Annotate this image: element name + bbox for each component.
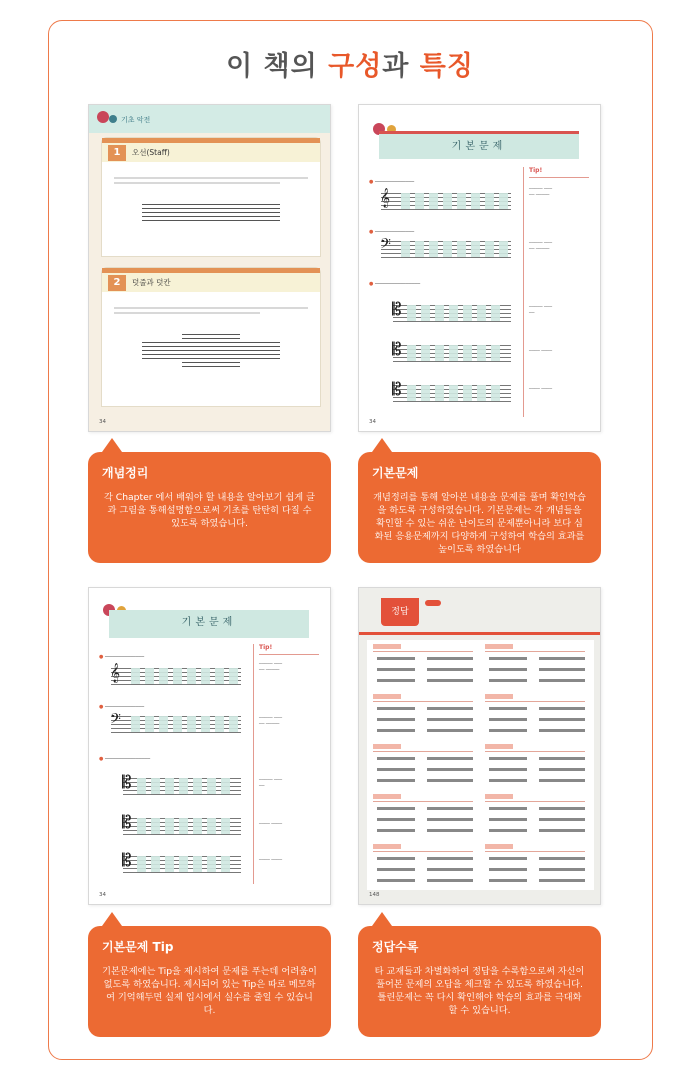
answer-staff-snippet	[377, 818, 415, 821]
answer-group-header	[373, 794, 401, 799]
answer-staff-snippet	[377, 857, 415, 860]
answers-header-bar	[359, 632, 600, 635]
text-line	[114, 182, 280, 184]
staff-line	[142, 358, 280, 359]
tip-note: ──── ────	[259, 858, 283, 863]
answer-group-divider	[485, 801, 585, 802]
concept-title: 덧줄과 덧칸	[132, 278, 171, 287]
bass-clef-icon: 𝄢	[380, 236, 391, 256]
page-number: 34	[99, 419, 106, 425]
answer-staff-snippet	[377, 757, 415, 760]
answer-row	[373, 728, 477, 734]
answer-row	[485, 878, 589, 884]
answers-content	[367, 640, 594, 890]
answer-row	[485, 667, 589, 673]
feature-heading: 기본문제	[372, 466, 419, 480]
ledger-line	[182, 362, 240, 363]
tip-heading: Tip!	[529, 167, 543, 174]
feature-description: 기본문제에는 Tip을 제시하여 문제를 푸는데 어려움이 없도록 하였습니다. 제시되어 있는 Tip은 따로 메모하여 기억해두면 실제 입시에서 실수를 줄일 수 있습니다.	[102, 966, 317, 1016]
exercise-staff	[380, 188, 511, 209]
tip-note: ──── ────	[529, 349, 553, 354]
answer-staff-snippet	[489, 757, 527, 760]
concept-page-thumbnail	[88, 104, 331, 432]
staff-line	[142, 350, 280, 351]
answer-staff-snippet	[427, 657, 473, 660]
answer-row	[485, 756, 589, 762]
exercise-tip-page-thumbnail	[88, 587, 331, 905]
answer-group-divider	[373, 701, 473, 702]
answer-group-divider	[485, 751, 585, 752]
answer-row	[485, 767, 589, 773]
answer-staff-snippet	[427, 679, 473, 682]
exercise-staff	[122, 851, 241, 872]
exercise-staff	[392, 380, 511, 401]
exercise-staff	[392, 340, 511, 361]
answer-row	[485, 717, 589, 723]
bass-clef-icon: 𝄢	[110, 711, 121, 731]
answer-row	[373, 828, 477, 834]
answer-group-header	[485, 694, 513, 699]
answer-row	[485, 817, 589, 823]
answer-staff-snippet	[377, 879, 415, 882]
answer-group-header	[485, 794, 513, 799]
alto-clef-icon: 𝄡	[392, 380, 402, 400]
tip-heading: Tip!	[259, 644, 273, 651]
page-number: 34	[369, 419, 376, 425]
tip-divider	[259, 654, 319, 655]
answer-staff-snippet	[489, 668, 527, 671]
answers-tab: 정답	[381, 598, 419, 626]
decoration-icon	[425, 600, 441, 606]
answer-staff-snippet	[377, 668, 415, 671]
concept-box-head	[102, 138, 320, 162]
question-text: ● ─────────────	[99, 654, 145, 660]
title-part3: 과	[382, 51, 420, 82]
answer-staff-snippet	[427, 818, 473, 821]
answer-row	[485, 867, 589, 873]
answer-staff-snippet	[427, 768, 473, 771]
answer-staff-snippet	[377, 829, 415, 832]
alto-clef-icon: 𝄡	[122, 851, 132, 871]
answer-group-header	[373, 644, 401, 649]
exercise-page-thumbnail	[358, 104, 601, 432]
answer-staff-snippet	[489, 807, 527, 810]
tip-note: ───── ─── ──	[259, 778, 283, 789]
feature-description: 개념정리를 통해 알아본 내용을 문제를 풀며 확인학습을 하도록 구성하였습니다. 기본문제는 각 개념들을 확인할 수 있는 쉬운 난이도의 문제뿐아니라 보다 심화된 응용문제까지 다양하게 구성하여 학습의 효과를 높이도록 하였습니다	[373, 492, 586, 555]
question-text: ● ─────────────	[369, 229, 415, 235]
tip-column-line	[523, 167, 524, 417]
answer-row	[373, 867, 477, 873]
answer-staff-snippet	[427, 718, 473, 721]
answer-row	[485, 856, 589, 862]
answer-staff-snippet	[377, 718, 415, 721]
answer-staff-snippet	[489, 707, 527, 710]
answer-group-header	[373, 744, 401, 749]
exercise-staff	[110, 663, 241, 684]
page-number: 148	[369, 892, 380, 898]
answer-staff-snippet	[489, 657, 527, 660]
answer-row	[485, 806, 589, 812]
answer-staff-snippet	[427, 829, 473, 832]
answer-row	[373, 806, 477, 812]
answers-page-thumbnail	[358, 587, 601, 905]
answer-staff-snippet	[489, 779, 527, 782]
title-part1: 이 책의	[226, 51, 329, 82]
answer-row	[373, 778, 477, 784]
answer-group-divider	[485, 851, 585, 852]
answer-staff-snippet	[489, 868, 527, 871]
question-text: ● ─────────────	[369, 179, 415, 185]
answer-staff-snippet	[427, 757, 473, 760]
tip-note: ───── ─── ──	[529, 305, 553, 316]
answer-staff-snippet	[489, 768, 527, 771]
concept-box-staff	[101, 137, 321, 257]
exercise-staff	[392, 300, 511, 321]
staff-line	[142, 220, 280, 221]
answer-staff-snippet	[539, 879, 585, 882]
answer-staff-snippet	[489, 879, 527, 882]
answer-staff-snippet	[539, 657, 585, 660]
answer-staff-snippet	[539, 718, 585, 721]
alto-clef-icon: 𝄡	[392, 340, 402, 360]
treble-clef-icon: 𝄞	[380, 188, 391, 208]
feature-description: 각 Chapter 에서 배워야 할 내용을 알아보기 쉽게 글과 그림을 통해설명함으로써 기초를 탄탄히 다질 수 있도록 하였습니다.	[104, 492, 315, 529]
answer-staff-snippet	[489, 818, 527, 821]
answer-staff-snippet	[539, 768, 585, 771]
alto-clef-icon: 𝄡	[392, 300, 402, 320]
answer-staff-snippet	[427, 707, 473, 710]
concept-box-head	[102, 268, 320, 292]
answer-staff-snippet	[427, 868, 473, 871]
staff-line	[142, 204, 280, 205]
concept-box-ledger-lines	[101, 267, 321, 407]
answer-staff-snippet	[539, 707, 585, 710]
feature-heading: 개념정리	[102, 466, 149, 480]
answer-group-divider	[373, 801, 473, 802]
answer-row	[373, 856, 477, 862]
tip-note: ───── ─── ── ─────	[259, 662, 283, 673]
concept-header-label: 기초 악전	[121, 116, 151, 124]
answer-row	[373, 878, 477, 884]
title-emphasis-composition: 구성	[328, 51, 383, 82]
answer-staff-snippet	[489, 729, 527, 732]
answer-staff-snippet	[539, 757, 585, 760]
answer-staff-snippet	[377, 768, 415, 771]
answer-row	[373, 678, 477, 684]
concept-number: 2	[108, 275, 126, 291]
answer-staff-snippet	[539, 857, 585, 860]
staff-line	[142, 346, 280, 347]
staff-line	[142, 354, 280, 355]
answer-staff-snippet	[427, 668, 473, 671]
answer-staff-snippet	[539, 679, 585, 682]
answer-row	[373, 667, 477, 673]
tip-note: ──── ────	[529, 387, 553, 392]
question-text: ● ─────────────	[99, 704, 145, 710]
treble-clef-icon: 𝄞	[110, 663, 121, 683]
answer-staff-snippet	[377, 729, 415, 732]
page-title	[0, 44, 700, 83]
answer-staff-snippet	[377, 779, 415, 782]
tip-note: ──── ────	[259, 822, 283, 827]
staff-line	[142, 208, 280, 209]
answer-staff-snippet	[427, 779, 473, 782]
answer-group-divider	[485, 651, 585, 652]
feature-description: 타 교재들과 차별화하여 정답을 수록함으로써 자신이 풀어본 문제의 오답을 체크할 수 있도록 하였습니다. 틀린문제는 꼭 다시 확인해야 학습의 효과를 극대화 할 수 있습니다.	[374, 966, 585, 1016]
alto-clef-icon: 𝄡	[122, 773, 132, 793]
answer-row	[485, 828, 589, 834]
answer-staff-snippet	[427, 729, 473, 732]
tip-note: ───── ─── ── ─────	[529, 187, 553, 198]
answer-staff-snippet	[489, 718, 527, 721]
feature-card-exercise	[358, 452, 601, 563]
answer-group-header	[373, 844, 401, 849]
answer-row	[485, 728, 589, 734]
answer-row	[373, 767, 477, 773]
answer-staff-snippet	[377, 807, 415, 810]
exercise-banner: 기본문제	[379, 131, 579, 159]
answer-row	[373, 717, 477, 723]
answer-row	[485, 656, 589, 662]
answer-group-divider	[485, 701, 585, 702]
answer-row	[373, 817, 477, 823]
answer-staff-snippet	[489, 857, 527, 860]
answer-group-header	[485, 644, 513, 649]
answer-staff-snippet	[377, 868, 415, 871]
answer-group-divider	[373, 651, 473, 652]
answer-staff-snippet	[427, 879, 473, 882]
ledger-line	[182, 366, 240, 367]
alto-clef-icon: 𝄡	[122, 813, 132, 833]
answer-staff-snippet	[377, 707, 415, 710]
tip-note: ───── ─── ── ─────	[529, 241, 553, 252]
exercise-banner: 기본문제	[109, 610, 309, 638]
question-text: ● ───────────────	[99, 756, 151, 762]
answer-staff-snippet	[427, 807, 473, 810]
answer-row	[373, 656, 477, 662]
answer-row	[485, 678, 589, 684]
answer-staff-snippet	[539, 868, 585, 871]
answer-group-divider	[373, 851, 473, 852]
feature-heading: 기본문제 Tip	[102, 940, 174, 954]
feature-heading: 정답수록	[372, 940, 419, 954]
ledger-line	[182, 334, 240, 335]
answer-staff-snippet	[489, 679, 527, 682]
answer-staff-snippet	[539, 668, 585, 671]
answer-staff-snippet	[489, 829, 527, 832]
answer-staff-snippet	[427, 857, 473, 860]
text-line	[114, 177, 308, 179]
title-emphasis-features: 특징	[419, 51, 474, 82]
exercise-staff	[380, 236, 511, 257]
page-number: 34	[99, 892, 106, 898]
concept-title: 오선(Staff)	[132, 148, 170, 157]
feature-card-exercise-tip	[88, 926, 331, 1037]
exercise-staff	[122, 773, 241, 794]
decoration-icon	[109, 115, 117, 123]
answer-staff-snippet	[539, 807, 585, 810]
answer-staff-snippet	[539, 729, 585, 732]
staff-line	[142, 342, 280, 343]
answer-row	[373, 756, 477, 762]
question-text: ● ───────────────	[369, 281, 421, 287]
exercise-staff	[122, 813, 241, 834]
tip-note: ───── ─── ── ─────	[259, 716, 283, 727]
feature-card-concept	[88, 452, 331, 563]
answer-row	[485, 778, 589, 784]
exercise-staff	[110, 711, 241, 732]
text-line	[114, 307, 308, 309]
answer-staff-snippet	[539, 779, 585, 782]
answer-staff-snippet	[377, 657, 415, 660]
feature-card-answers	[358, 926, 601, 1037]
answer-group-divider	[373, 751, 473, 752]
answer-staff-snippet	[539, 818, 585, 821]
concept-number: 1	[108, 145, 126, 161]
ledger-line	[182, 338, 240, 339]
decoration-icon	[97, 111, 109, 123]
answer-staff-snippet	[377, 679, 415, 682]
answer-staff-snippet	[539, 829, 585, 832]
answer-row	[373, 706, 477, 712]
staff-line	[142, 212, 280, 213]
tip-divider	[529, 177, 589, 178]
tip-column-line	[253, 644, 254, 884]
answer-row	[485, 706, 589, 712]
staff-line	[142, 216, 280, 217]
answer-group-header	[485, 744, 513, 749]
answer-group-header	[485, 844, 513, 849]
answer-group-header	[373, 694, 401, 699]
text-line	[114, 312, 260, 314]
